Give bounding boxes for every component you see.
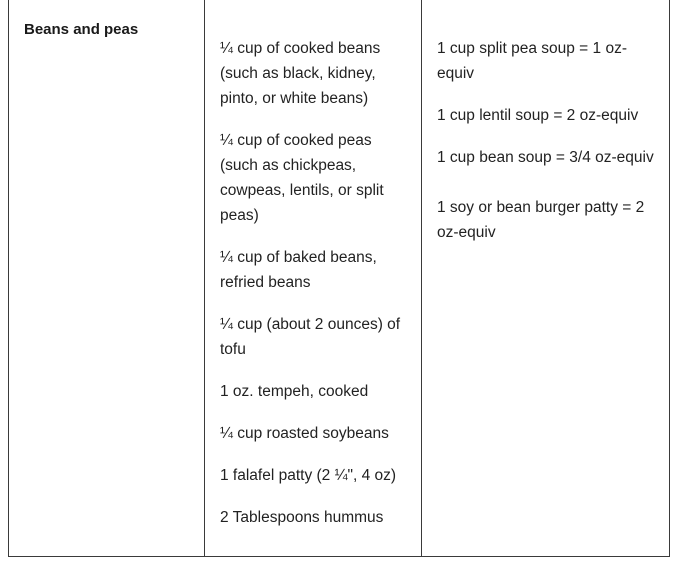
items-list: [205, 0, 421, 530]
category-cell: [9, 0, 205, 557]
items-cell: [205, 0, 422, 557]
list-item: 1 soy or bean burger patty = 2 oz-equiv: [437, 199, 645, 241]
list-item: ¼ cup of baked beans, refried beans: [220, 249, 377, 291]
list-item: ¼ cup roasted soybeans: [220, 425, 389, 442]
list-item: 1 cup bean soup = 3/4 oz-equiv: [437, 149, 654, 166]
list-item: 1 falafel patty (2 ¼", 4 oz): [220, 467, 397, 484]
equivalents-cell: [422, 0, 670, 557]
list-item: 1 cup lentil soup = 2 oz-equiv: [437, 107, 639, 124]
list-item: 2 Tablespoons hummus: [220, 509, 384, 526]
table-row: [9, 0, 670, 557]
list-item: 1 oz. tempeh, cooked: [220, 383, 369, 400]
category-label: Beans and peas: [24, 21, 139, 38]
list-item: ¼ cup of cooked beans (such as black, kidney, pinto, or white beans): [220, 40, 381, 107]
equivalents-list: [422, 0, 669, 245]
list-item: 1 cup split pea soup = 1 oz-equiv: [437, 40, 627, 82]
list-item: ¼ cup of cooked peas (such as chickpeas, cowpeas, lentils, or split peas): [220, 132, 384, 224]
list-item: ¼ cup (about 2 ounces) of tofu: [220, 316, 401, 358]
food-equivalents-table: [8, 0, 670, 557]
